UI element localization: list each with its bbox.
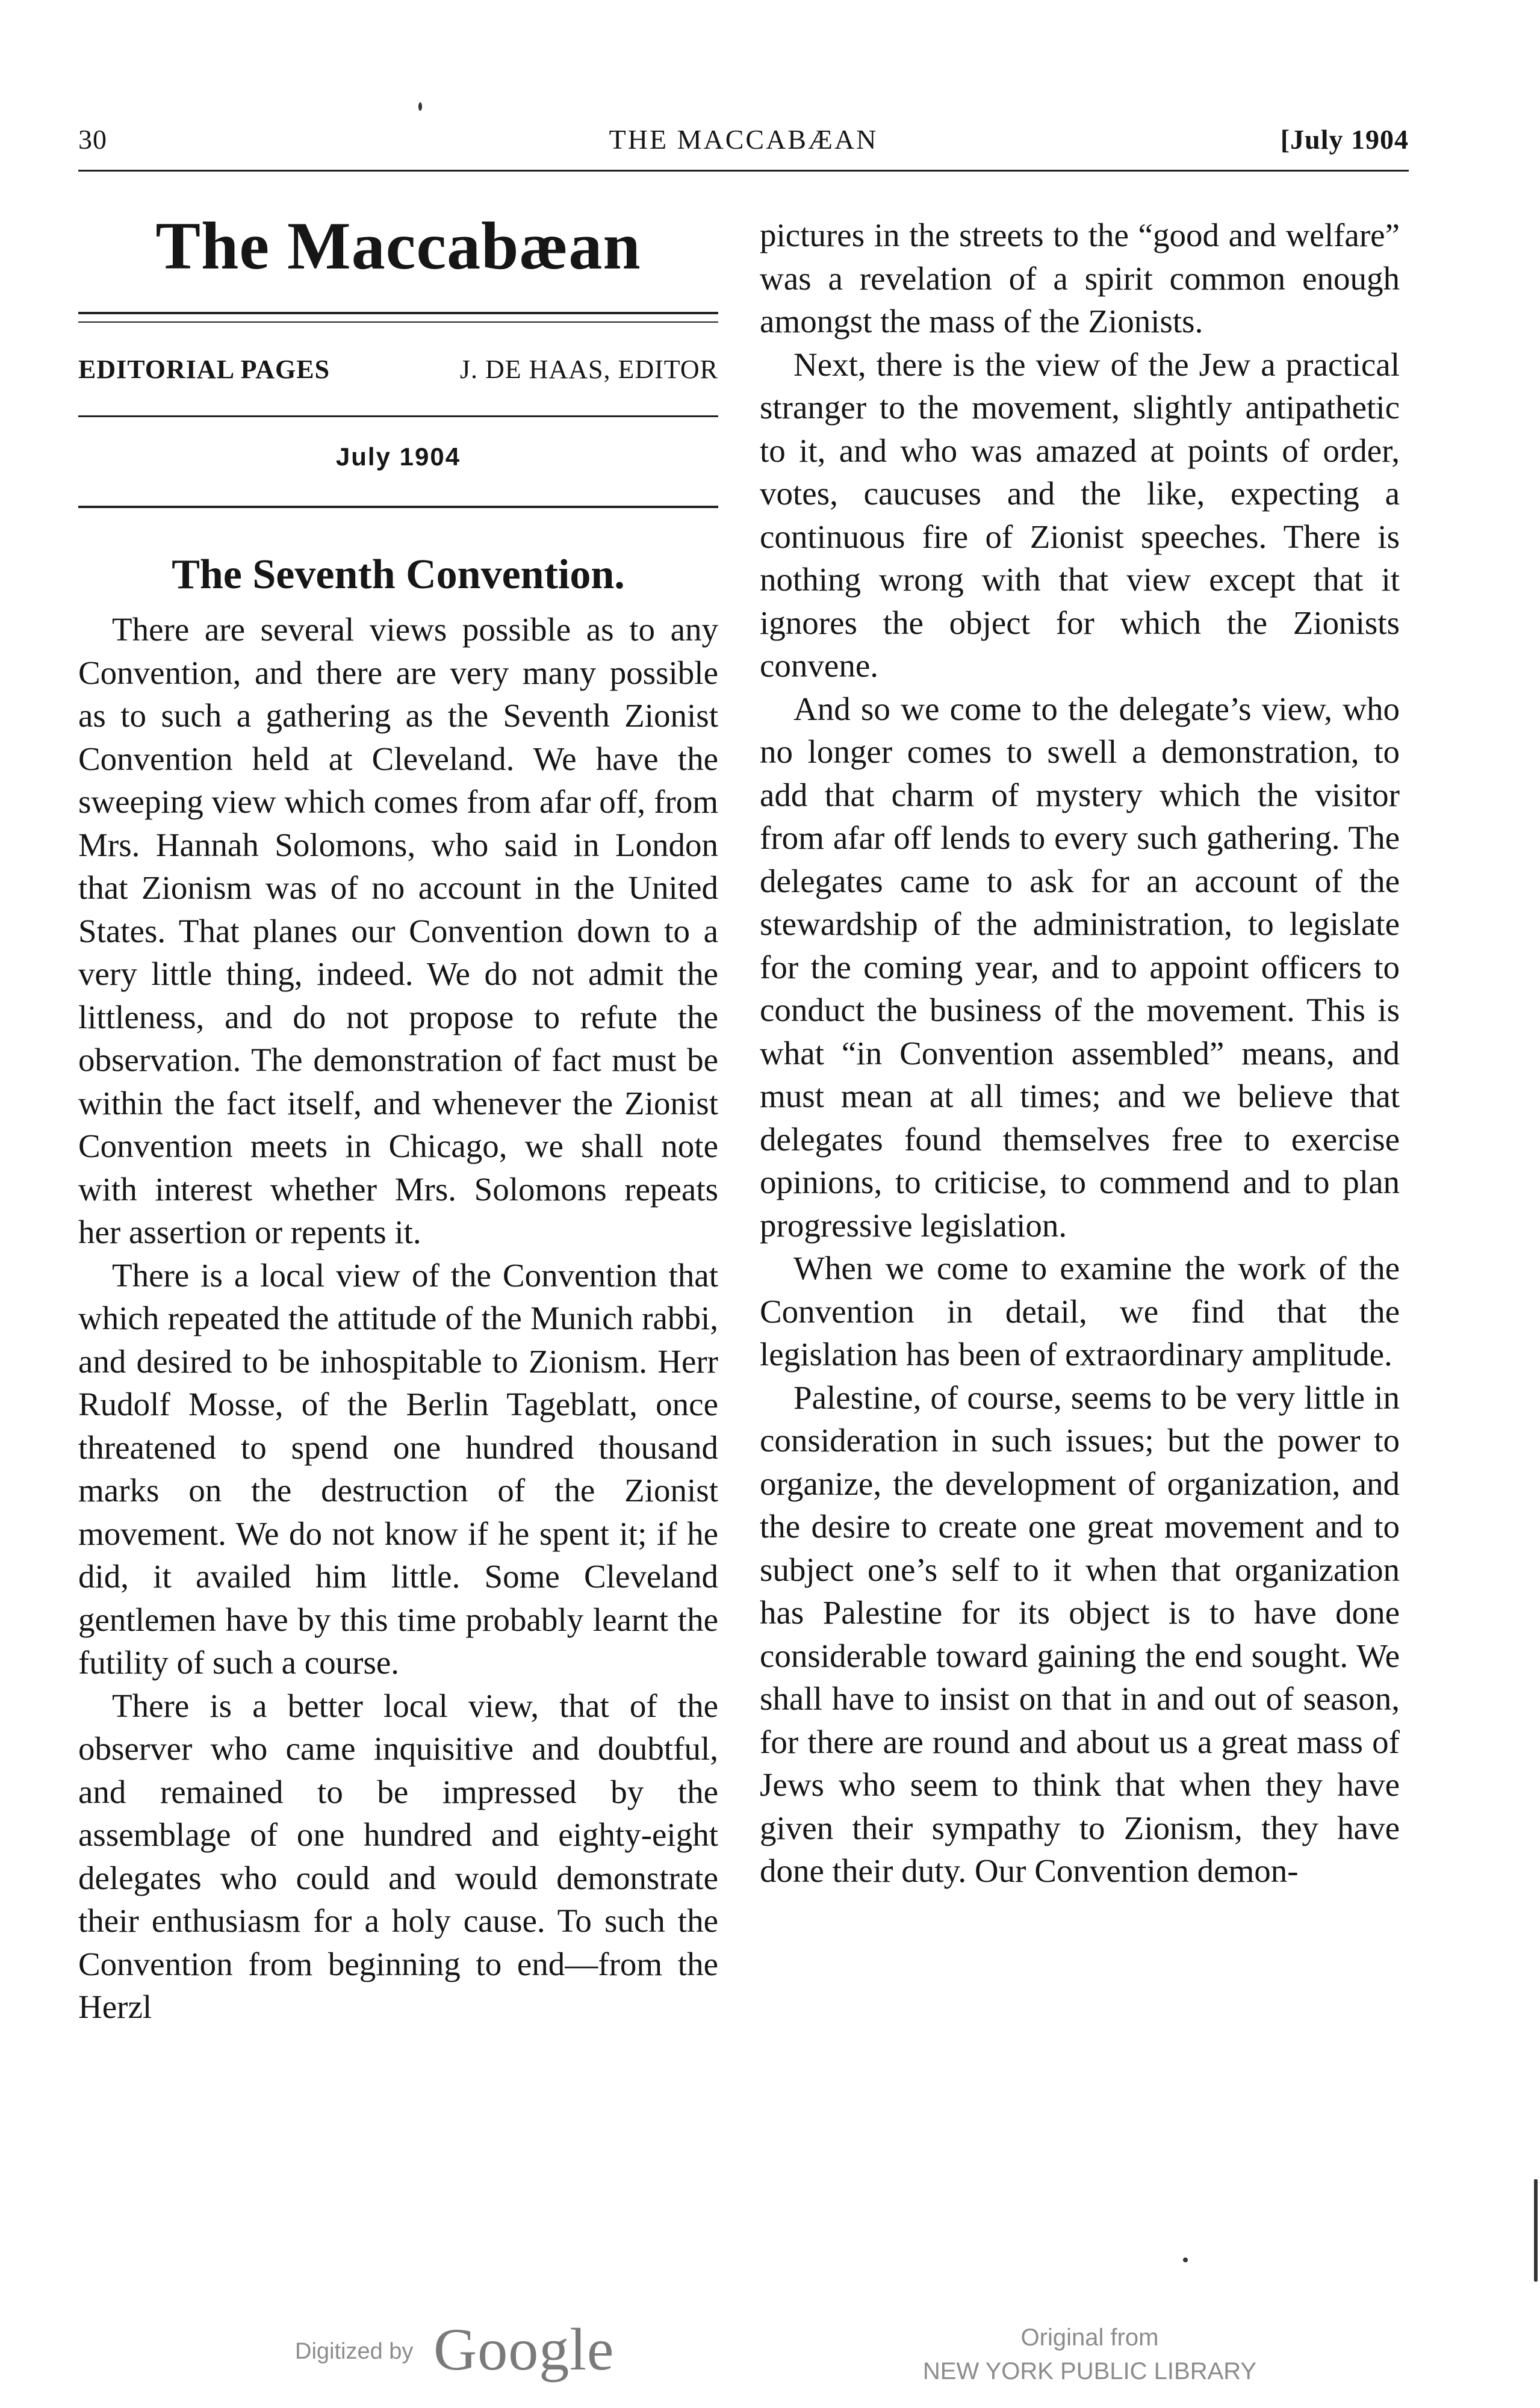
page-number: 30 [78,124,107,155]
running-title: THE MACCABÆAN [609,124,878,155]
issue-date-header: [July 1904 [1280,124,1409,155]
paragraph: There is a better local view, that of the observer who came inquisitive and doubtful, and remained to be impressed by the assemblage of one hundred and eighty-eight delegates who could and would demonstrate their enthusiasm for a holy cause. To such the Convention from beginning to end—from the Herzl [78,1687,718,2025]
divider-rule [78,415,718,417]
paragraph: pictures in the streets to the “good and welfare” was a revelation of a spirit common enough amongst the mass of the Zionists. [760,217,1400,340]
header-rule [78,170,1409,172]
paragraph: When we come to examine the work of the Convention in detail, we find that the legislation has been of extraordinary amplitude. [760,1250,1400,1373]
paragraph: Next, there is the view of the Jew a practical stranger to the movement, slightly antipathetic to it, and who was amazed at points of order, votes, caucuses and the like, expecting a continuous fire of Zionist speeches. There is nothing wrong with that view except that it ignores the object for which the Zionists convene. [760,346,1400,684]
library-credit-line: Original from [1020,2324,1159,2351]
paragraph: There are several views possible as to any Convention, and there are very many possible as to such a gathering as the Seventh Zionist Convention held at Cleveland. We have the sweeping view which comes from afar off, from Mrs. Hannah Solomons, who said in London that Zionism was of no account in the United States. That planes our Convention down to a very little thing, indeed. We do not admit the littleness, and do not propose to refute the observation. The demonstration of fact must be within the fact itself, and whenever the Zionist Convention meets in Chicago, we shall note with interest whether Mrs. Solomons repeats her assertion or repents it. [78,611,718,1250]
paragraph: Palestine, of course, seems to be very little in consideration in such issues; but the power to organize, the development of organization, and the desire to create one great movement and to subject one’s self to it when that organization has Palestine for its object is to have done considerable toward gaining the end sought. We shall have to insist on that in and out of season, for there are round and about us a great mass of Jews who seem to think that when they have given their sympathy to Zionism, they have done their duty. Our Convention demon- [760,1379,1400,1889]
masthead-double-rule [78,312,718,323]
editor-credit: J. DE HAAS, EDITOR [459,355,718,384]
left-column [78,608,718,2029]
running-header [78,123,1409,172]
digitized-by-label: Digitized by [295,2339,414,2364]
paragraph: There is a local view of the Convention that which repeated the attitude of the Munich rabbi, and desired to be inhospitable to Zionism. Herr Rudolf Mosse, of the Berlin Tageblatt, once threatened to spend one hundred thousand marks on the destruction of the Zionist movement. We do not know if he spent it; if he did, it availed him little. Some Cleveland gentlemen have by this time probably learnt the futility of such a course. [78,1256,718,1681]
section-label: EDITORIAL PAGES [78,355,331,384]
divider-rule [78,506,718,508]
right-column [760,214,1400,1893]
library-credit [891,2321,1288,2388]
google-logo: Google [433,2316,615,2383]
print-speck [1183,2258,1188,2262]
print-speck [418,102,422,111]
print-speck [1534,2179,1538,2282]
library-credit-line: NEW YORK PUBLIC LIBRARY [922,2358,1257,2385]
masthead-date: July 1904 [335,442,461,471]
article-title: The Seventh Convention. [172,551,625,598]
masthead-title: The Maccabæan [155,209,641,284]
paragraph: And so we come to the delegate’s view, who no longer comes to swell a demonstration, to add that charm of mystery which the visitor from afar off lends to every such gathering. The delegates came to ask for an account of the stewardship of the administration, to legislate for the coming year, and to appoint officers to conduct the business of the movement. This is what “in Convention assembled” means, and must mean at all times; and we believe that delegates found themselves free to exercise opinions, to criticise, to commend and to plan progressive legislation. [760,690,1400,1244]
